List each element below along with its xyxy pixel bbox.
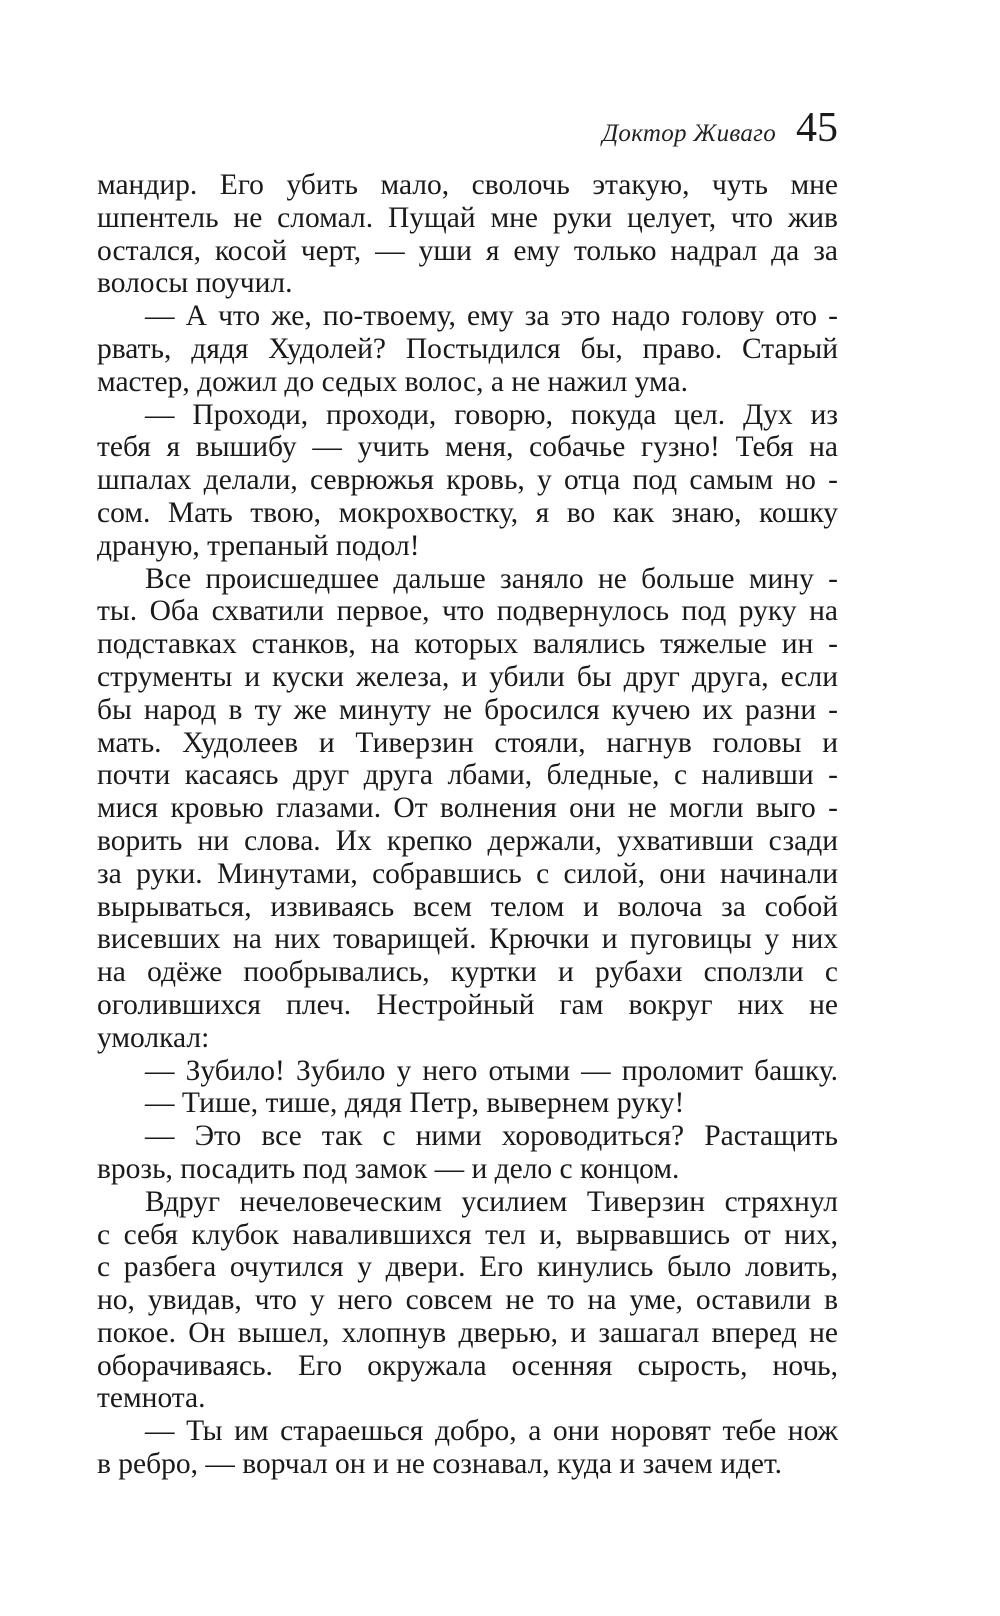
text-line: — Проходи, проходи, говорю, покуда цел. Дух из (145, 398, 838, 431)
text-line: покое. Он вышел, хлопнув дверью, и зашагал вперед не (97, 1316, 838, 1349)
text-line: мать. Худолеев и Тиверзин стояли, нагнув головы и (97, 726, 838, 759)
text-line: — А что же, по-твоему, ему за это надо голову ото - (145, 300, 838, 333)
text-line: мандир. Его убить мало, сволочь этакую, чуть мне (97, 169, 838, 201)
text-line: ты. Оба схватили первое, что подвернулось под руку на (97, 595, 838, 628)
text-line: драную, трепаный подол! (97, 529, 420, 562)
text-line: мися кровью глазами. От волнения они не могли выго - (97, 792, 838, 825)
text-body (97, 169, 838, 1481)
book-title: Доктор Живаго (602, 120, 776, 147)
text-line: — Зубило! Зубило у него отыми — проломит башку. (145, 1054, 838, 1087)
text-line: рвать, дядя Худолей? Постыдился бы, право. Старый (97, 332, 838, 365)
text-line: подставках станков, на которых валялись тяжелые ин - (97, 628, 838, 661)
text-line: мастер, дожил до седых волос, а не нажил ума. (97, 365, 688, 398)
text-line: с себя клубок навалившихся тел и, вырвавшись от них, (97, 1218, 838, 1251)
text-line: в ребро, — ворчал он и не сознавал, куда и зачем идет. (97, 1448, 783, 1481)
page-number: 45 (796, 105, 838, 151)
text-line: тебя я вышибу — учить меня, собачье гузно! Тебя на (97, 431, 838, 464)
text-line: с разбега очутился у двери. Его кинулись было ловить, (97, 1251, 838, 1284)
text-line: шпентель не сломал. Пущай мне руки целует, что жив (97, 201, 838, 234)
text-line: висевших на них товарищей. Крючки и пуговицы у них (97, 923, 838, 956)
text-line: оборачиваясь. Его окружала осенняя сырость, ночь, (97, 1349, 838, 1382)
text-line: волосы поучил. (97, 267, 293, 300)
text-line: Вдруг нечеловеческим усилием Тиверзин стряхнул (145, 1185, 838, 1218)
text-line: сом. Мать твою, мокрохвостку, я во как знаю, кошку (97, 496, 838, 529)
text-line: врозь, посадить под замок — и дело с концом. (97, 1152, 680, 1185)
text-line: бы народ в ту же минуту не бросился кучею их разни - (97, 693, 838, 726)
text-line: на одёже пообрывались, куртки и рубахи сползли с (97, 956, 838, 989)
text-line: вырываться, извиваясь всем телом и волоча за собой (97, 890, 838, 923)
text-line: — Ты им стараешься добро, а они норовят тебе нож (145, 1415, 838, 1448)
text-line: струменты и куски железа, и убили бы друг друга, если (97, 660, 838, 693)
text-line: — Тише, тише, дядя Петр, вывернем руку! (145, 1087, 685, 1120)
text-line: почти касаясь друг друга лбами, бледные, с наливши - (97, 759, 838, 792)
text-line: Все происшедшее дальше заняло не больше мину - (145, 562, 838, 595)
text-line: шпалах делали, севрюжья кровь, у отца под самым но - (97, 464, 838, 497)
text-line: ворить ни слова. Их крепко держали, ухвативши сзади (97, 824, 838, 857)
text-line: но, увидав, что у него совсем не то на уме, оставили в (97, 1284, 838, 1317)
text-line: темнота. (97, 1382, 206, 1415)
text-line: оголившихся плеч. Нестройный гам вокруг них не (97, 988, 838, 1021)
text-line: умолкал: (97, 1021, 210, 1054)
running-header (602, 104, 838, 160)
text-line: — Это все так с ними хороводиться? Растащить (145, 1120, 838, 1153)
text-line: остался, косой черт, — уши я ему только надрал да за (97, 234, 838, 267)
text-line: за руки. Минутами, собравшись с силой, они начинали (97, 857, 838, 890)
